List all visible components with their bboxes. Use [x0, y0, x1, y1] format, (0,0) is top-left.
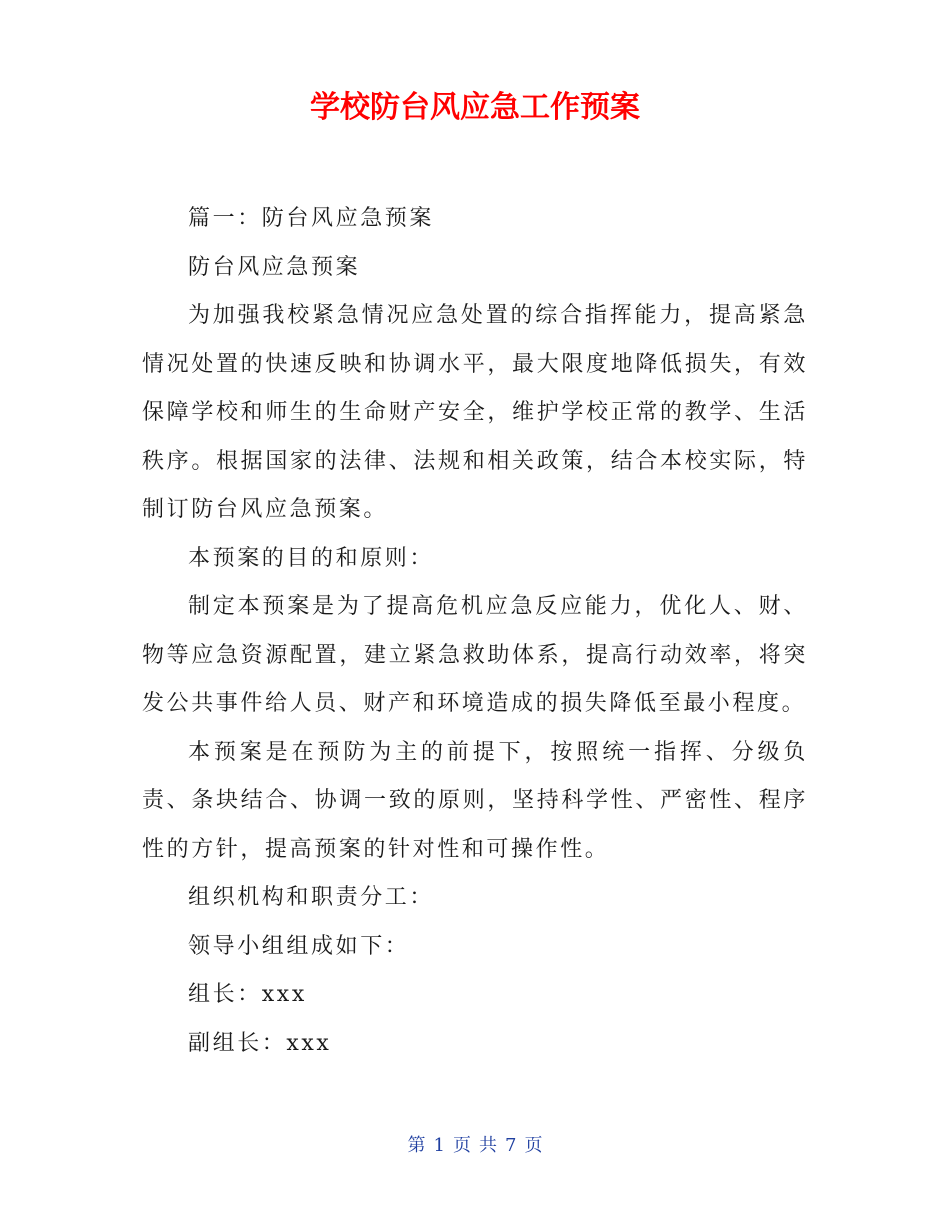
footer-total-unit: 页 [524, 1135, 543, 1156]
organization-heading: 组织机构和职责分工： [188, 885, 435, 910]
leadership-heading: 领导小组组成如下： [188, 933, 410, 959]
section-heading-1: 篇一：防台风应急预案 [188, 206, 435, 231]
footer-page-unit: 页 [453, 1135, 471, 1156]
purpose-heading: 本预案的目的和原则： [188, 545, 435, 571]
subsection-title: 防台风应急预案 [188, 254, 361, 280]
footer-current-page: 1 [433, 1135, 445, 1156]
document-title: 学校防台风应急工作预案 [310, 90, 640, 125]
footer-page-label: 第 [407, 1135, 426, 1156]
page-footer [0, 1132, 950, 1160]
deputy-leader-line: 副组长：xxx [188, 1030, 332, 1056]
intro-paragraph: 为加强我校紧急情况应急处置的综合指挥能力，提高紧急情况处置的快速反映和协调水平，最大限度地降低损失，有效保障学校和师生的生命财产安全，维护学校正常的教学、生活秩序。根据国家的法律、法规和相关政策，结合本校实际，特制订防台风应急预案。 [142, 303, 808, 522]
footer-total-label: 共 [479, 1135, 497, 1156]
leader-line: 组长：xxx [188, 982, 307, 1007]
principle-paragraph: 本预案是在预防为主的前提下，按照统一指挥、分级负责、条块结合、协调一致的原则，坚持科学性、严密性、程序性的方针，提高预案的针对性和可操作性。 [142, 739, 808, 862]
purpose-paragraph: 制定本预案是为了提高危机应急反应能力，优化人、财、物等应急资源配置，建立紧急救助体系，提高行动效率，将突发公共事件给人员、财产和环境造成的损失降低至最小程度。 [142, 594, 808, 716]
document-body [142, 195, 808, 1068]
footer-total-pages: 7 [505, 1135, 517, 1156]
